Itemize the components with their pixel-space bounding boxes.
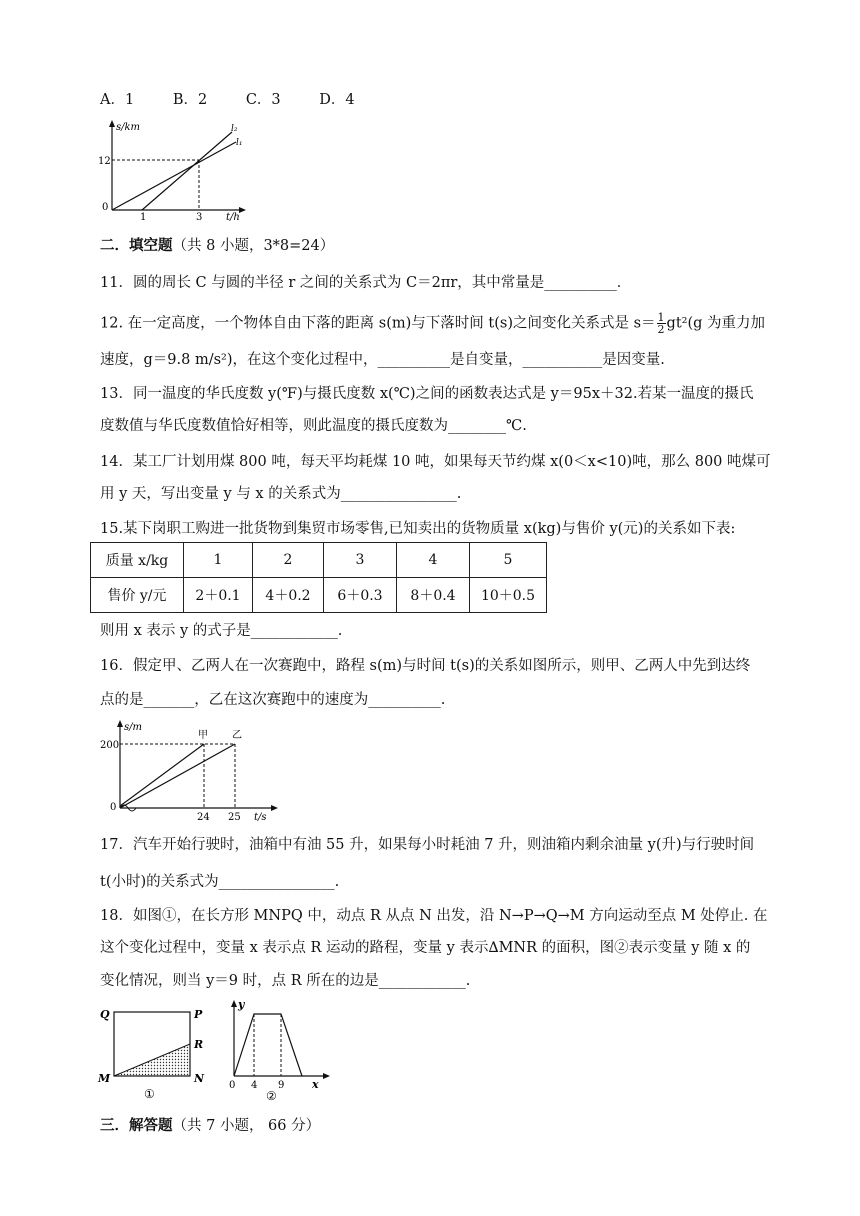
- q12-frac-num: 1: [657, 311, 665, 324]
- fig1-origin: 0: [102, 202, 109, 213]
- section3-note: （共 7 小题， 66 分）: [172, 1118, 321, 1134]
- q15-line1: 15.某下岗职工购进一批货物到集贸市场零售,已知卖出的货物质量 x(kg)与售价 y(元)的关系如下表:: [100, 521, 736, 537]
- fig3-r: R: [194, 1038, 204, 1051]
- fig1-l2: l₂: [231, 124, 238, 134]
- q16-line1: 16．假定甲、乙两人在一次赛跑中，路程 s(m)与时间 t(s)的关系如图所示，则甲、乙两人中先到达终: [100, 658, 751, 674]
- q14-line2: 用 y 天，写出变量 y 与 x 的关系式为________________.: [100, 486, 462, 502]
- option-d: D．4: [319, 92, 355, 108]
- fig4-xlabel: x: [312, 1078, 319, 1091]
- section2-title: 二．填空题: [100, 237, 173, 254]
- q12-frac-den: 2: [657, 323, 665, 336]
- table-cell: 10＋0.5: [470, 578, 547, 613]
- q17-line1: 17．汽车开始行驶时，油箱中有油 55 升，如果每小时耗油 7 升，则油箱内剩余油量 y(升)与行驶时间: [100, 837, 755, 853]
- q12-line2: 速度，g＝9.8 m/s²)，在这个变化过程中，__________是自变量，___________是因变量.: [100, 352, 665, 368]
- table-cell: 4＋0.2: [253, 578, 324, 613]
- table-cell: 6＋0.3: [324, 578, 397, 613]
- table-cell: 8＋0.4: [397, 578, 470, 613]
- q11: 11．圆的周长 C 与圆的半径 r 之间的关系式为 C＝2πr，其中常量是__________．: [100, 275, 632, 291]
- table-row: [91, 578, 547, 613]
- q18-line2: 这个变化过程中，变量 x 表示点 R 运动的路程，变量 y 表示∆MNR 的面积，图②表示变量 y 随 x 的: [100, 940, 751, 956]
- table-row: [91, 543, 547, 578]
- option-a: A．1: [100, 92, 135, 108]
- q18-line1: 18．如图①，在长方形 MNPQ 中，动点 R 从点 N 出发，沿 N→P→Q→M 方向运动至点 M 处停止. 在: [100, 908, 768, 924]
- q18-line3: 变化情况，则当 y＝9 时，点 R 所在的边是____________.: [100, 973, 471, 989]
- fig1-y12: 12: [98, 156, 111, 167]
- fig4-x4: 4: [251, 1080, 258, 1091]
- fig3-caption: ①: [144, 1087, 155, 1101]
- fig3-n: N: [194, 1072, 205, 1085]
- section3-heading: [100, 1116, 320, 1136]
- fig2-yi: 乙: [232, 730, 242, 741]
- q14-line1: 14．某工厂计划用煤 800 吨，每天平均耗煤 10 吨，如果每天节约煤 x(0＜x<10)吨，那么 800 吨煤可: [100, 454, 771, 470]
- option-b: B．2: [172, 92, 208, 108]
- fig2-x24: 24: [197, 812, 210, 823]
- table-cell: 5: [470, 543, 547, 578]
- q12-after: gt²(g 为重力加: [666, 315, 766, 332]
- fig4-x9: 9: [278, 1080, 285, 1091]
- q17-line2: t(小时)的关系式为________________.: [100, 874, 340, 890]
- q15-after: 则用 x 表示 y 的式子是____________.: [100, 623, 343, 639]
- fig2-xlabel: t/s: [254, 812, 267, 823]
- fig2-ylabel: s/m: [124, 722, 142, 733]
- fig2-jia: 甲: [198, 730, 208, 741]
- section2-note: （共 8 小题，3*8=24）: [172, 238, 335, 254]
- table-cell: 4: [397, 543, 470, 578]
- options-row: [100, 90, 389, 110]
- fig3-q: Q: [100, 1008, 110, 1021]
- table-cell: 1: [184, 543, 253, 578]
- q13-line2: 度数值与华氏度数值恰好相等，则此温度的摄氏度数为________℃.: [100, 418, 527, 434]
- table-cell: 3: [324, 543, 397, 578]
- q16-line2: 点的是_______，乙在这次赛跑中的速度为__________.: [100, 692, 446, 708]
- q12-fraction: [657, 312, 666, 335]
- fig1-x1: 1: [140, 212, 147, 222]
- fig1-x3: 3: [196, 212, 203, 222]
- section3-title: 三．解答题: [100, 1117, 173, 1134]
- option-c: C．3: [245, 92, 281, 108]
- fig1-ylabel: s/km: [116, 122, 141, 133]
- figure-race-distance-time: [100, 718, 285, 824]
- figure-distance-time-1: [98, 118, 250, 222]
- fig1-l1: l₁: [236, 138, 243, 148]
- q12-before: 12. 在一定高度，一个物体自由下落的距离 s(m)与下落时间 t(s)之间变化关系式是 s＝: [100, 315, 656, 332]
- fig2-origin: 0: [110, 802, 117, 813]
- table-cell: 售价 y/元: [91, 578, 184, 613]
- q12-line1: [100, 312, 765, 335]
- fig3-m: M: [98, 1072, 111, 1085]
- fig4-caption: ②: [266, 1089, 277, 1103]
- q13-line1: 13．同一温度的华氏度数 y(℉)与摄氏度数 x(℃)之间的函数表达式是 y＝95x＋32.若某一温度的摄氏: [100, 386, 754, 402]
- fig3-p: P: [194, 1008, 203, 1021]
- q15-table: [90, 542, 547, 613]
- section2-heading: [100, 236, 334, 256]
- figure-rectangle-mnpq: [96, 1004, 214, 1102]
- fig1-xlabel: t/h: [226, 212, 240, 222]
- fig4-ylabel: y: [238, 998, 245, 1011]
- table-cell: 2: [253, 543, 324, 578]
- fig4-origin: 0: [229, 1080, 236, 1091]
- table-cell: 质量 x/kg: [91, 543, 184, 578]
- table-cell: 2＋0.1: [184, 578, 253, 613]
- figure-area-graph: [224, 996, 336, 1104]
- fig2-x25: 25: [228, 812, 241, 823]
- fig2-y200: 200: [100, 740, 120, 751]
